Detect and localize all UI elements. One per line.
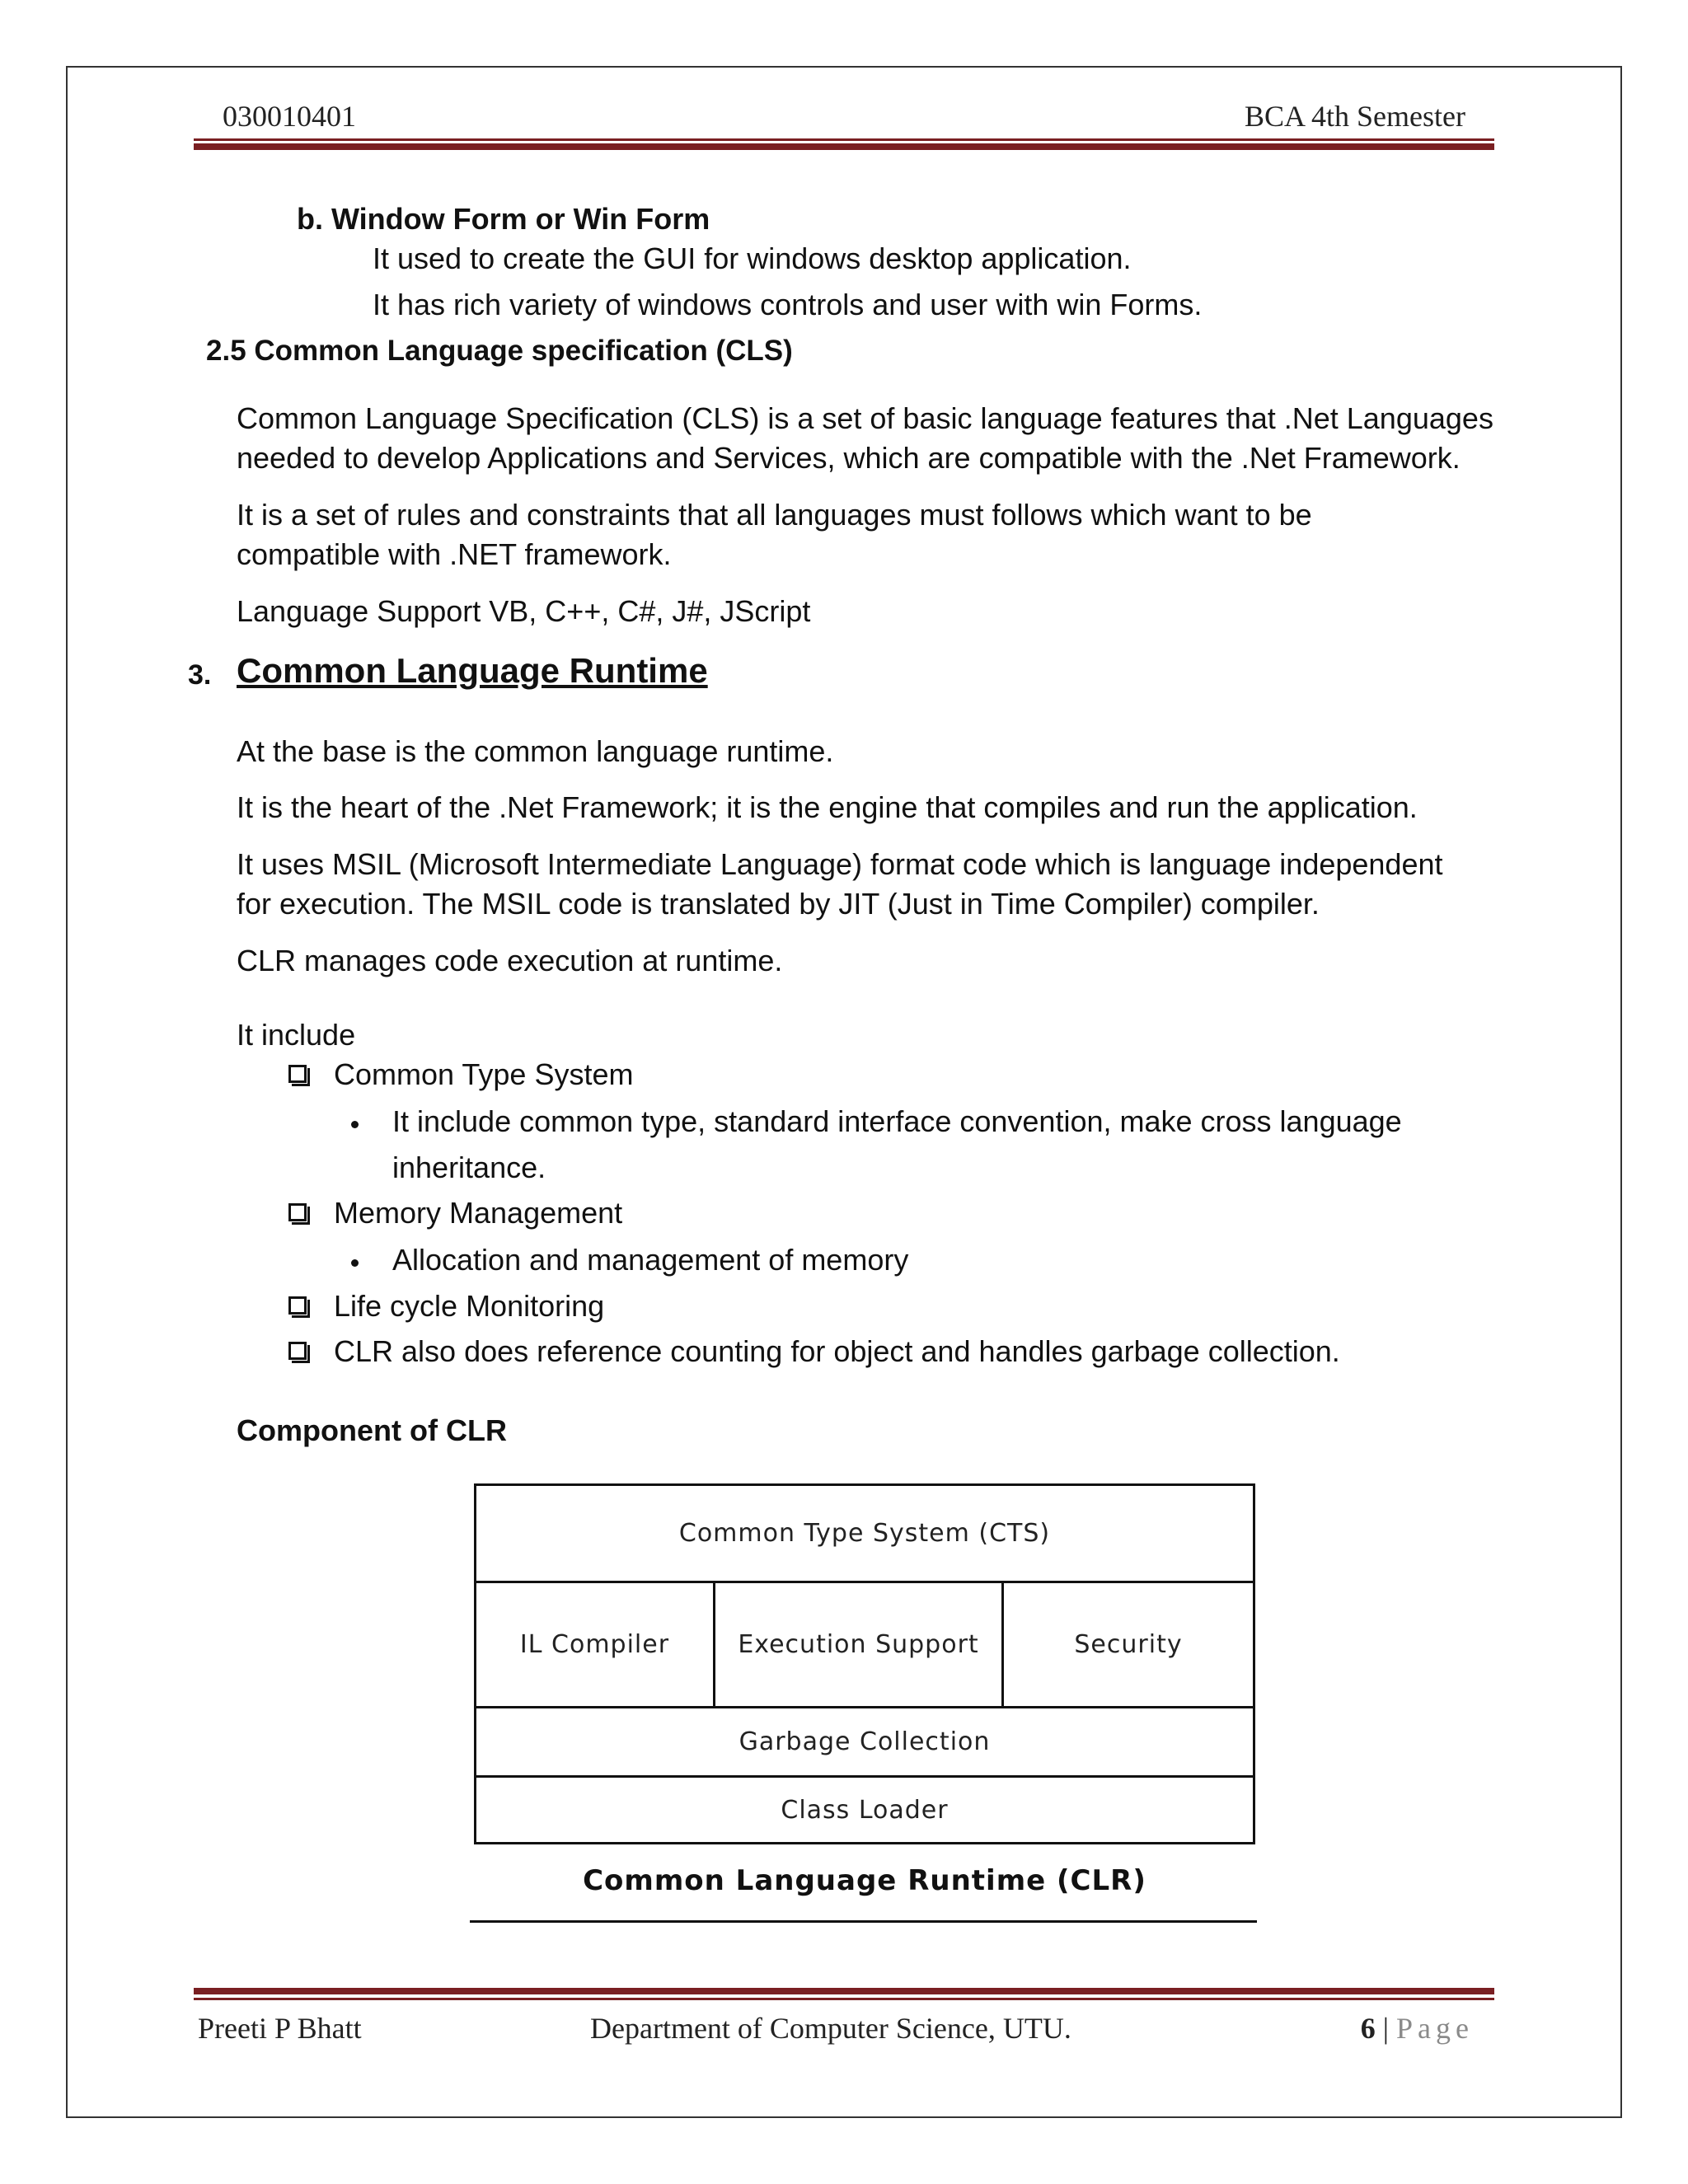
- diagram-garbage-collection: Garbage Collection: [476, 1708, 1253, 1778]
- sub-list-item: It include common type, standard interface convention, make cross language: [392, 1104, 1402, 1138]
- clr-p4: CLR manages code execution at runtime.: [237, 944, 783, 977]
- cls-para1-line2: needed to develop Applications and Services, which are compatible with the .Net Framework.: [237, 441, 1461, 475]
- caption-rule: [470, 1920, 1257, 1923]
- bullet-dot-icon: [351, 1121, 359, 1128]
- clr-p2: It is the heart of the .Net Framework; it is the engine that compiles and run the application.: [237, 790, 1418, 824]
- diagram-il-compiler: IL Compiler: [476, 1583, 715, 1708]
- list-item: Life cycle Monitoring: [334, 1289, 605, 1323]
- header-rule-thick: [194, 143, 1494, 150]
- checkbox-bullet-icon: [288, 1203, 307, 1221]
- bullet-dot-icon: [351, 1259, 359, 1267]
- clr-diagram: [474, 1483, 1255, 1844]
- header-semester: BCA 4th Semester: [1245, 100, 1465, 133]
- section-b-line-1: It used to create the GUI for windows desktop application.: [373, 241, 1132, 275]
- clr-heading: Common Language Runtime: [237, 651, 708, 690]
- header-course-code: 030010401: [223, 100, 356, 133]
- footer-rule-thick: [194, 1988, 1494, 1994]
- sub-list-item-cont: inheritance.: [392, 1151, 546, 1184]
- footer-rule-thin: [194, 1998, 1494, 2000]
- checkbox-bullet-icon: [288, 1342, 307, 1360]
- cls-para2-line1: It is a set of rules and constraints that all languages must follows which want to be: [237, 498, 1312, 532]
- clr-p3-line2: for execution. The MSIL code is translated by JIT (Just in Time Compiler) compiler.: [237, 887, 1320, 921]
- section-b-line-2: It has rich variety of windows controls and user with win Forms.: [373, 288, 1203, 321]
- cls-heading: 2.5 Common Language specification (CLS): [206, 335, 793, 367]
- footer-department: Department of Computer Science, UTU.: [590, 2012, 1071, 2045]
- sub-list-item: Allocation and management of memory: [392, 1243, 909, 1277]
- diagram-security: Security: [1004, 1583, 1253, 1708]
- checkbox-bullet-icon: [288, 1296, 307, 1315]
- clr-include-label: It include: [237, 1018, 356, 1052]
- clr-section-number: 3.: [188, 659, 212, 691]
- page-separator: |: [1382, 2012, 1390, 2045]
- page-number: 6: [1360, 2012, 1376, 2045]
- component-heading: Component of CLR: [237, 1413, 507, 1447]
- diagram-execution-support: Execution Support: [715, 1583, 1004, 1708]
- clr-p3-line1: It uses MSIL (Microsoft Intermediate Language) format code which is language independent: [237, 847, 1443, 881]
- cls-para2-line2: compatible with .NET framework.: [237, 537, 672, 571]
- cls-para3: Language Support VB, C++, C#, J#, JScript: [237, 594, 811, 628]
- list-item: CLR also does reference counting for object and handles garbage collection.: [334, 1334, 1340, 1368]
- list-item: Memory Management: [334, 1196, 623, 1230]
- section-b-title: b. Window Form or Win Form: [297, 202, 710, 236]
- page-word: Page: [1396, 2012, 1474, 2045]
- header-rule-thin: [194, 138, 1494, 141]
- cls-para1-line1: Common Language Specification (CLS) is a set of basic language features that .Net Languages: [237, 401, 1493, 435]
- footer-author: Preeti P Bhatt: [198, 2012, 362, 2045]
- diagram-class-loader: Class Loader: [781, 1795, 949, 1825]
- clr-p1: At the base is the common language runtime.: [237, 734, 834, 768]
- footer-page: [1361, 2011, 1474, 2046]
- list-item: Common Type System: [334, 1057, 634, 1091]
- diagram-caption: Common Language Runtime (CLR): [583, 1864, 1146, 1897]
- checkbox-bullet-icon: [288, 1065, 307, 1083]
- diagram-cts: Common Type System (CTS): [476, 1486, 1253, 1583]
